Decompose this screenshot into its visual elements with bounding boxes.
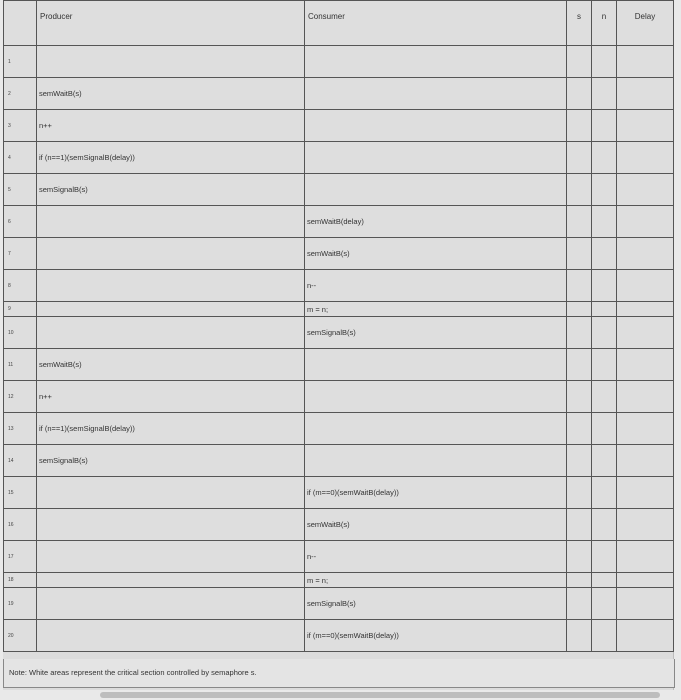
s-cell xyxy=(567,110,592,142)
table-row xyxy=(4,477,674,509)
table-row xyxy=(4,270,674,302)
producer-cell: semWaitB(s) xyxy=(37,349,305,381)
consumer-cell xyxy=(305,445,567,477)
producer-cell: if (n==1)(semSignalB(delay)) xyxy=(37,413,305,445)
step-number: 5 xyxy=(4,174,37,206)
producer-cell: if (n==1)(semSignalB(delay)) xyxy=(37,142,305,174)
n-cell xyxy=(592,620,617,652)
delay-cell xyxy=(617,541,674,573)
table-row xyxy=(4,349,674,381)
s-cell xyxy=(567,509,592,541)
delay-cell xyxy=(617,509,674,541)
producer-cell xyxy=(37,302,305,317)
table-row xyxy=(4,174,674,206)
producer-cell xyxy=(37,509,305,541)
n-cell xyxy=(592,238,617,270)
step-number: 9 xyxy=(4,302,37,317)
n-cell xyxy=(592,349,617,381)
step-number: 16 xyxy=(4,509,37,541)
delay-cell xyxy=(617,413,674,445)
n-cell xyxy=(592,588,617,620)
delay-cell xyxy=(617,620,674,652)
s-cell xyxy=(567,620,592,652)
s-cell xyxy=(567,206,592,238)
step-number: 2 xyxy=(4,78,37,110)
n-cell xyxy=(592,381,617,413)
step-number: 6 xyxy=(4,206,37,238)
consumer-cell: semSignalB(s) xyxy=(305,588,567,620)
step-number: 13 xyxy=(4,413,37,445)
producer-cell: semSignalB(s) xyxy=(37,174,305,206)
producer-cell xyxy=(37,270,305,302)
n-cell xyxy=(592,509,617,541)
table-row xyxy=(4,445,674,477)
s-cell xyxy=(567,317,592,349)
header-delay: Delay xyxy=(617,1,674,46)
n-cell xyxy=(592,174,617,206)
table-row xyxy=(4,238,674,270)
producer-cell xyxy=(37,46,305,78)
delay-cell xyxy=(617,206,674,238)
step-number: 14 xyxy=(4,445,37,477)
table-row xyxy=(4,302,674,317)
horizontal-scrollbar[interactable] xyxy=(100,692,660,698)
n-cell xyxy=(592,541,617,573)
s-cell xyxy=(567,174,592,206)
consumer-cell xyxy=(305,413,567,445)
s-cell xyxy=(567,477,592,509)
n-cell xyxy=(592,46,617,78)
table-body xyxy=(4,46,674,652)
producer-cell xyxy=(37,573,305,588)
consumer-cell xyxy=(305,46,567,78)
step-number: 8 xyxy=(4,270,37,302)
step-number: 11 xyxy=(4,349,37,381)
table-row xyxy=(4,110,674,142)
step-number: 3 xyxy=(4,110,37,142)
table-row xyxy=(4,381,674,413)
step-number: 10 xyxy=(4,317,37,349)
producer-cell xyxy=(37,588,305,620)
delay-cell xyxy=(617,588,674,620)
s-cell xyxy=(567,349,592,381)
header-n: n xyxy=(592,1,617,46)
producer-cell xyxy=(37,541,305,573)
delay-cell xyxy=(617,142,674,174)
table-row xyxy=(4,78,674,110)
producer-cell: semSignalB(s) xyxy=(37,445,305,477)
step-number: 1 xyxy=(4,46,37,78)
step-number: 15 xyxy=(4,477,37,509)
table-row xyxy=(4,509,674,541)
n-cell xyxy=(592,445,617,477)
s-cell xyxy=(567,238,592,270)
delay-cell xyxy=(617,78,674,110)
delay-cell xyxy=(617,477,674,509)
footnote: Note: White areas represent the critical section controlled by semaphore s. xyxy=(3,659,675,688)
consumer-cell: n-- xyxy=(305,270,567,302)
table-row xyxy=(4,413,674,445)
producer-cell xyxy=(37,477,305,509)
producer-cell: n++ xyxy=(37,110,305,142)
consumer-cell xyxy=(305,174,567,206)
consumer-cell xyxy=(305,78,567,110)
table-row xyxy=(4,620,674,652)
trace-table xyxy=(3,0,674,652)
step-number: 12 xyxy=(4,381,37,413)
consumer-cell: semSignalB(s) xyxy=(305,317,567,349)
delay-cell xyxy=(617,317,674,349)
producer-cell xyxy=(37,238,305,270)
s-cell xyxy=(567,381,592,413)
delay-cell xyxy=(617,238,674,270)
consumer-cell: if (m==0)(semWaitB(delay)) xyxy=(305,620,567,652)
delay-cell xyxy=(617,381,674,413)
header-consumer: Consumer xyxy=(305,1,567,46)
consumer-cell: semWaitB(delay) xyxy=(305,206,567,238)
producer-cell xyxy=(37,620,305,652)
consumer-cell: semWaitB(s) xyxy=(305,509,567,541)
table-row xyxy=(4,317,674,349)
s-cell xyxy=(567,413,592,445)
table-row xyxy=(4,206,674,238)
consumer-cell xyxy=(305,349,567,381)
consumer-cell: m = n; xyxy=(305,302,567,317)
table-row xyxy=(4,573,674,588)
s-cell xyxy=(567,573,592,588)
table-row xyxy=(4,46,674,78)
delay-cell xyxy=(617,46,674,78)
n-cell xyxy=(592,302,617,317)
step-number: 20 xyxy=(4,620,37,652)
consumer-cell: if (m==0)(semWaitB(delay)) xyxy=(305,477,567,509)
n-cell xyxy=(592,573,617,588)
producer-cell: semWaitB(s) xyxy=(37,78,305,110)
s-cell xyxy=(567,46,592,78)
delay-cell xyxy=(617,302,674,317)
table-row xyxy=(4,541,674,573)
step-number: 18 xyxy=(4,573,37,588)
step-number: 4 xyxy=(4,142,37,174)
s-cell xyxy=(567,78,592,110)
delay-cell xyxy=(617,573,674,588)
delay-cell xyxy=(617,349,674,381)
header-producer: Producer xyxy=(37,1,305,46)
producer-cell xyxy=(37,317,305,349)
header-row xyxy=(4,1,674,46)
n-cell xyxy=(592,317,617,349)
producer-cell: n++ xyxy=(37,381,305,413)
n-cell xyxy=(592,142,617,174)
n-cell xyxy=(592,78,617,110)
s-cell xyxy=(567,302,592,317)
producer-cell xyxy=(37,206,305,238)
s-cell xyxy=(567,270,592,302)
table-row xyxy=(4,142,674,174)
consumer-cell xyxy=(305,142,567,174)
s-cell xyxy=(567,588,592,620)
header-blank xyxy=(4,1,37,46)
delay-cell xyxy=(617,445,674,477)
header-s: s xyxy=(567,1,592,46)
table-row xyxy=(4,588,674,620)
consumer-cell: semWaitB(s) xyxy=(305,238,567,270)
consumer-cell xyxy=(305,381,567,413)
n-cell xyxy=(592,477,617,509)
step-number: 7 xyxy=(4,238,37,270)
delay-cell xyxy=(617,110,674,142)
n-cell xyxy=(592,110,617,142)
step-number: 17 xyxy=(4,541,37,573)
n-cell xyxy=(592,206,617,238)
s-cell xyxy=(567,445,592,477)
step-number: 19 xyxy=(4,588,37,620)
n-cell xyxy=(592,270,617,302)
n-cell xyxy=(592,413,617,445)
document-frame xyxy=(3,0,674,690)
consumer-cell xyxy=(305,110,567,142)
s-cell xyxy=(567,541,592,573)
delay-cell xyxy=(617,174,674,206)
s-cell xyxy=(567,142,592,174)
delay-cell xyxy=(617,270,674,302)
consumer-cell: n-- xyxy=(305,541,567,573)
consumer-cell: m = n; xyxy=(305,573,567,588)
